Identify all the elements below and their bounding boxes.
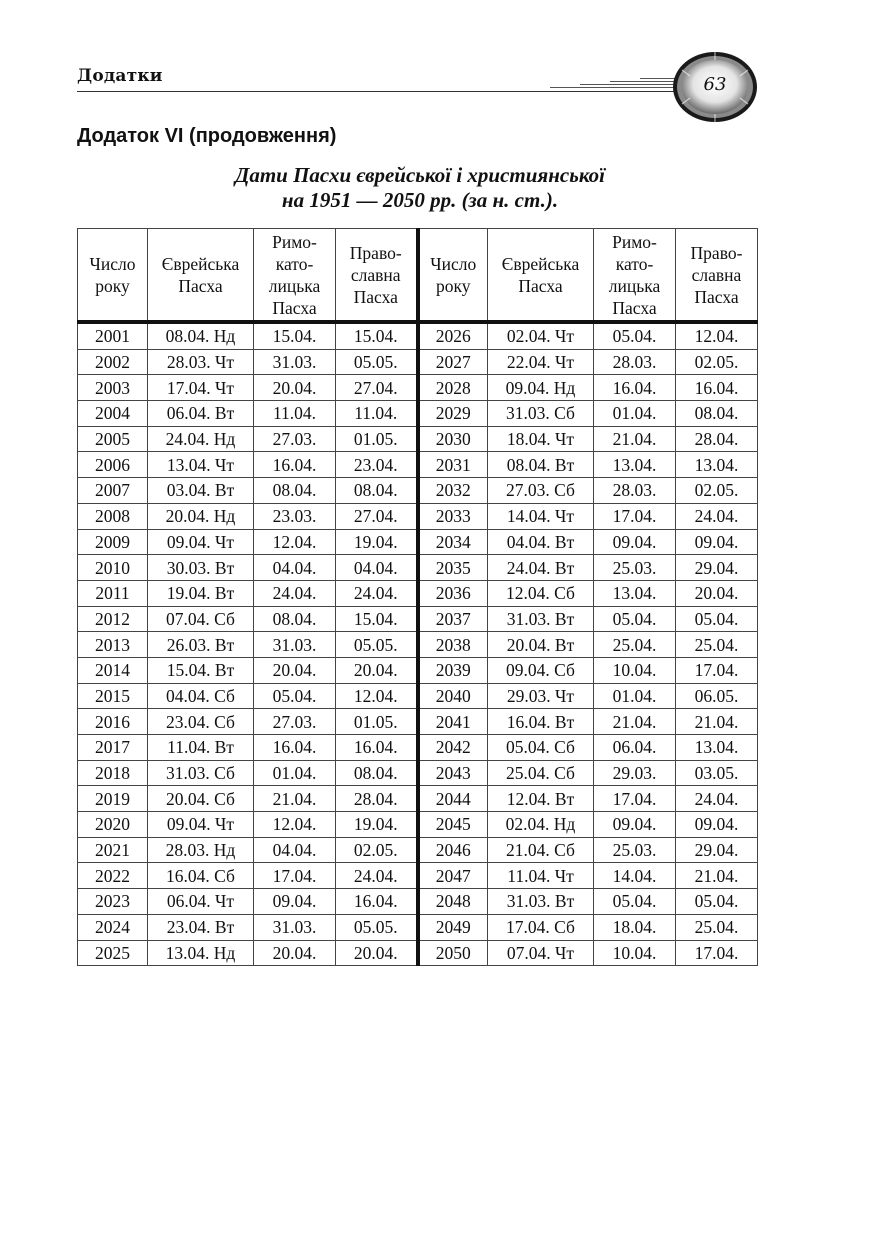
cell-right-orthodox: 06.05.: [676, 683, 758, 709]
cell-right-orthodox: 12.04.: [676, 322, 758, 349]
table-row: [78, 401, 758, 427]
table-row: [78, 375, 758, 401]
cell-right-catholic: 28.03.: [594, 478, 676, 504]
cell-left-jewish: 20.04. Нд: [148, 503, 254, 529]
cell-left-year: 2019: [78, 786, 148, 812]
cell-right-catholic: 05.04.: [594, 889, 676, 915]
cell-right-jewish: 09.04. Нд: [488, 375, 594, 401]
cell-right-orthodox: 25.04.: [676, 914, 758, 940]
cell-right-catholic: 14.04.: [594, 863, 676, 889]
cell-left-catholic: 20.04.: [254, 375, 336, 401]
cell-left-year: 2007: [78, 478, 148, 504]
table-header-row: [78, 229, 758, 323]
cell-right-catholic: 10.04.: [594, 657, 676, 683]
cell-right-year: 2050: [418, 940, 488, 966]
table-caption-line-1: Дати Пасхи єврейської і християнської: [234, 163, 606, 187]
cell-right-catholic: 21.04.: [594, 709, 676, 735]
cell-left-jewish: 08.04. Нд: [148, 322, 254, 349]
cell-left-jewish: 30.03. Вт: [148, 555, 254, 581]
cell-left-orthodox: 19.04.: [336, 529, 418, 555]
cell-right-year: 2032: [418, 478, 488, 504]
table-row: [78, 529, 758, 555]
cell-right-jewish: 25.04. Сб: [488, 760, 594, 786]
cell-left-orthodox: 05.05.: [336, 914, 418, 940]
cell-left-jewish: 28.03. Чт: [148, 349, 254, 375]
cell-right-orthodox: 05.04.: [676, 606, 758, 632]
cell-left-catholic: 08.04.: [254, 606, 336, 632]
cell-right-catholic: 17.04.: [594, 503, 676, 529]
cell-left-jewish: 07.04. Сб: [148, 606, 254, 632]
cell-left-year: 2005: [78, 426, 148, 452]
cell-right-orthodox: 16.04.: [676, 375, 758, 401]
cell-left-year: 2023: [78, 889, 148, 915]
cell-left-orthodox: 23.04.: [336, 452, 418, 478]
cell-left-orthodox: 01.05.: [336, 426, 418, 452]
header-orthodox: Право- славна Пасха: [336, 229, 418, 323]
table-row: [78, 786, 758, 812]
cell-left-catholic: 16.04.: [254, 735, 336, 761]
cell-left-year: 2001: [78, 322, 148, 349]
cell-right-year: 2040: [418, 683, 488, 709]
cell-right-year: 2035: [418, 555, 488, 581]
cell-right-year: 2043: [418, 760, 488, 786]
cell-left-jewish: 11.04. Вт: [148, 735, 254, 761]
cell-left-jewish: 06.04. Чт: [148, 889, 254, 915]
table-row: [78, 889, 758, 915]
cell-right-catholic: 25.03.: [594, 837, 676, 863]
table-row: [78, 709, 758, 735]
cell-right-jewish: 18.04. Чт: [488, 426, 594, 452]
cell-left-year: 2006: [78, 452, 148, 478]
cell-left-jewish: 16.04. Сб: [148, 863, 254, 889]
cell-right-catholic: 17.04.: [594, 786, 676, 812]
cell-right-jewish: 08.04. Вт: [488, 452, 594, 478]
cell-right-catholic: 10.04.: [594, 940, 676, 966]
cell-right-catholic: 25.03.: [594, 555, 676, 581]
cell-right-catholic: 18.04.: [594, 914, 676, 940]
cell-right-year: 2039: [418, 657, 488, 683]
appendix-title: Додаток VI (продовження): [77, 125, 337, 147]
cell-left-jewish: 19.04. Вт: [148, 580, 254, 606]
cell-right-jewish: 22.04. Чт: [488, 349, 594, 375]
cell-left-jewish: 20.04. Сб: [148, 786, 254, 812]
cell-right-jewish: 12.04. Сб: [488, 580, 594, 606]
header-jewish: Єврейська Пасха: [488, 229, 594, 323]
cell-left-year: 2015: [78, 683, 148, 709]
cell-left-orthodox: 15.04.: [336, 606, 418, 632]
table-row: [78, 863, 758, 889]
cell-left-jewish: 15.04. Вт: [148, 657, 254, 683]
cell-left-catholic: 20.04.: [254, 657, 336, 683]
cell-left-orthodox: 05.05.: [336, 349, 418, 375]
header-catholic: Римо- като- лицька Пасха: [254, 229, 336, 323]
cell-right-year: 2034: [418, 529, 488, 555]
cell-left-jewish: 28.03. Нд: [148, 837, 254, 863]
cell-left-orthodox: 16.04.: [336, 735, 418, 761]
cell-right-year: 2037: [418, 606, 488, 632]
cell-right-jewish: 02.04. Чт: [488, 322, 594, 349]
table-row: [78, 683, 758, 709]
cell-left-orthodox: 08.04.: [336, 760, 418, 786]
cell-right-year: 2027: [418, 349, 488, 375]
cell-left-jewish: 23.04. Сб: [148, 709, 254, 735]
cell-right-jewish: 20.04. Вт: [488, 632, 594, 658]
table-body: [78, 322, 758, 966]
cell-right-year: 2048: [418, 889, 488, 915]
cell-left-year: 2024: [78, 914, 148, 940]
table-row: [78, 426, 758, 452]
cell-right-year: 2026: [418, 322, 488, 349]
cell-right-orthodox: 21.04.: [676, 709, 758, 735]
cell-left-orthodox: 19.04.: [336, 812, 418, 838]
table-row: [78, 478, 758, 504]
cell-right-jewish: 24.04. Вт: [488, 555, 594, 581]
cell-right-orthodox: 17.04.: [676, 940, 758, 966]
cell-left-catholic: 24.04.: [254, 580, 336, 606]
cell-right-jewish: 31.03. Вт: [488, 606, 594, 632]
cell-left-catholic: 16.04.: [254, 452, 336, 478]
cell-left-catholic: 08.04.: [254, 478, 336, 504]
cell-right-jewish: 05.04. Сб: [488, 735, 594, 761]
cell-left-year: 2020: [78, 812, 148, 838]
cell-right-orthodox: 02.05.: [676, 349, 758, 375]
header-year: Число року: [418, 229, 488, 323]
cell-left-catholic: 05.04.: [254, 683, 336, 709]
cell-left-catholic: 04.04.: [254, 555, 336, 581]
cell-right-orthodox: 24.04.: [676, 786, 758, 812]
table-row: [78, 555, 758, 581]
cell-right-jewish: 31.03. Вт: [488, 889, 594, 915]
cell-left-jewish: 23.04. Вт: [148, 914, 254, 940]
cell-left-orthodox: 02.05.: [336, 837, 418, 863]
cell-left-orthodox: 15.04.: [336, 322, 418, 349]
table-row: [78, 452, 758, 478]
cell-left-orthodox: 27.04.: [336, 503, 418, 529]
cell-left-year: 2012: [78, 606, 148, 632]
cell-right-year: 2033: [418, 503, 488, 529]
cell-left-catholic: 17.04.: [254, 863, 336, 889]
cell-right-jewish: 17.04. Сб: [488, 914, 594, 940]
cell-right-catholic: 09.04.: [594, 812, 676, 838]
cell-left-orthodox: 08.04.: [336, 478, 418, 504]
cell-right-orthodox: 17.04.: [676, 657, 758, 683]
cell-left-jewish: 09.04. Чт: [148, 529, 254, 555]
cell-left-catholic: 04.04.: [254, 837, 336, 863]
table-row: [78, 580, 758, 606]
cell-left-catholic: 27.03.: [254, 709, 336, 735]
cell-right-catholic: 13.04.: [594, 580, 676, 606]
cell-left-year: 2009: [78, 529, 148, 555]
cell-left-jewish: 06.04. Вт: [148, 401, 254, 427]
cell-right-catholic: 09.04.: [594, 529, 676, 555]
cell-left-orthodox: 05.05.: [336, 632, 418, 658]
cell-left-catholic: 09.04.: [254, 889, 336, 915]
cell-right-orthodox: 03.05.: [676, 760, 758, 786]
cell-left-jewish: 13.04. Нд: [148, 940, 254, 966]
cell-left-jewish: 17.04. Чт: [148, 375, 254, 401]
cell-right-orthodox: 25.04.: [676, 632, 758, 658]
cell-left-orthodox: 04.04.: [336, 555, 418, 581]
cell-left-year: 2025: [78, 940, 148, 966]
cell-left-catholic: 21.04.: [254, 786, 336, 812]
cell-left-orthodox: 16.04.: [336, 889, 418, 915]
header-orthodox: Право- славна Пасха: [676, 229, 758, 323]
cell-right-orthodox: 29.04.: [676, 837, 758, 863]
header-jewish: Єврейська Пасха: [148, 229, 254, 323]
cell-left-jewish: 13.04. Чт: [148, 452, 254, 478]
cell-right-jewish: 31.03. Сб: [488, 401, 594, 427]
table-row: [78, 606, 758, 632]
cell-left-orthodox: 24.04.: [336, 863, 418, 889]
cell-right-orthodox: 02.05.: [676, 478, 758, 504]
cell-left-orthodox: 11.04.: [336, 401, 418, 427]
cell-left-jewish: 26.03. Вт: [148, 632, 254, 658]
cell-right-orthodox: 13.04.: [676, 452, 758, 478]
cell-left-year: 2010: [78, 555, 148, 581]
cell-right-jewish: 21.04. Сб: [488, 837, 594, 863]
cell-right-jewish: 29.03. Чт: [488, 683, 594, 709]
easter-dates-table: [77, 228, 758, 966]
cell-right-catholic: 29.03.: [594, 760, 676, 786]
cell-left-orthodox: 01.05.: [336, 709, 418, 735]
header-decoration-lines: [530, 76, 690, 96]
cell-left-year: 2003: [78, 375, 148, 401]
cell-right-orthodox: 20.04.: [676, 580, 758, 606]
cell-left-orthodox: 28.04.: [336, 786, 418, 812]
cell-left-catholic: 31.03.: [254, 632, 336, 658]
table-row: [78, 322, 758, 349]
cell-right-orthodox: 13.04.: [676, 735, 758, 761]
table-row: [78, 503, 758, 529]
cell-right-year: 2049: [418, 914, 488, 940]
cell-right-orthodox: 21.04.: [676, 863, 758, 889]
cell-left-jewish: 31.03. Сб: [148, 760, 254, 786]
cell-left-jewish: 04.04. Сб: [148, 683, 254, 709]
cell-left-orthodox: 20.04.: [336, 940, 418, 966]
cell-right-catholic: 16.04.: [594, 375, 676, 401]
cell-right-year: 2042: [418, 735, 488, 761]
table-row: [78, 812, 758, 838]
cell-right-year: 2028: [418, 375, 488, 401]
cell-left-year: 2011: [78, 580, 148, 606]
cell-right-jewish: 12.04. Вт: [488, 786, 594, 812]
cell-right-year: 2047: [418, 863, 488, 889]
cell-left-orthodox: 27.04.: [336, 375, 418, 401]
cell-right-year: 2029: [418, 401, 488, 427]
table-caption-line-2: на 1951 — 2050 рр. (за н. ст.).: [281, 188, 559, 212]
cell-right-catholic: 21.04.: [594, 426, 676, 452]
cell-right-catholic: 05.04.: [594, 606, 676, 632]
cell-left-jewish: 03.04. Вт: [148, 478, 254, 504]
cell-right-catholic: 06.04.: [594, 735, 676, 761]
cell-left-catholic: 31.03.: [254, 349, 336, 375]
cell-left-orthodox: 12.04.: [336, 683, 418, 709]
cell-right-year: 2046: [418, 837, 488, 863]
cell-right-jewish: 02.04. Нд: [488, 812, 594, 838]
cell-right-catholic: 01.04.: [594, 683, 676, 709]
cell-right-jewish: 07.04. Чт: [488, 940, 594, 966]
table-row: [78, 914, 758, 940]
cell-right-orthodox: 05.04.: [676, 889, 758, 915]
cell-right-orthodox: 29.04.: [676, 555, 758, 581]
cell-left-year: 2022: [78, 863, 148, 889]
table-row: [78, 760, 758, 786]
cell-right-orthodox: 08.04.: [676, 401, 758, 427]
cell-right-year: 2038: [418, 632, 488, 658]
cell-right-year: 2045: [418, 812, 488, 838]
cell-left-catholic: 15.04.: [254, 322, 336, 349]
cell-left-catholic: 11.04.: [254, 401, 336, 427]
cell-right-orthodox: 09.04.: [676, 812, 758, 838]
table-row: [78, 632, 758, 658]
cell-right-jewish: 16.04. Вт: [488, 709, 594, 735]
table-row: [78, 735, 758, 761]
cell-left-year: 2021: [78, 837, 148, 863]
cell-left-catholic: 12.04.: [254, 529, 336, 555]
cell-left-year: 2016: [78, 709, 148, 735]
table-row: [78, 657, 758, 683]
cell-right-jewish: 14.04. Чт: [488, 503, 594, 529]
cell-right-jewish: 27.03. Сб: [488, 478, 594, 504]
cell-right-catholic: 01.04.: [594, 401, 676, 427]
cell-left-jewish: 24.04. Нд: [148, 426, 254, 452]
cell-left-catholic: 27.03.: [254, 426, 336, 452]
cell-left-year: 2018: [78, 760, 148, 786]
cell-left-year: 2004: [78, 401, 148, 427]
cell-right-orthodox: 24.04.: [676, 503, 758, 529]
table-row: [78, 940, 758, 966]
cell-right-year: 2036: [418, 580, 488, 606]
cell-right-year: 2041: [418, 709, 488, 735]
cell-right-year: 2044: [418, 786, 488, 812]
cell-right-catholic: 28.03.: [594, 349, 676, 375]
cell-right-year: 2031: [418, 452, 488, 478]
cell-left-orthodox: 24.04.: [336, 580, 418, 606]
cell-right-jewish: 04.04. Вт: [488, 529, 594, 555]
cell-right-catholic: 05.04.: [594, 322, 676, 349]
cell-left-year: 2002: [78, 349, 148, 375]
cell-right-orthodox: 28.04.: [676, 426, 758, 452]
table-row: [78, 349, 758, 375]
cell-left-year: 2017: [78, 735, 148, 761]
cell-left-jewish: 09.04. Чт: [148, 812, 254, 838]
cell-left-catholic: 20.04.: [254, 940, 336, 966]
cell-right-year: 2030: [418, 426, 488, 452]
cell-left-catholic: 31.03.: [254, 914, 336, 940]
header-year: Число року: [78, 229, 148, 323]
cell-left-catholic: 12.04.: [254, 812, 336, 838]
cell-left-catholic: 23.03.: [254, 503, 336, 529]
cell-left-year: 2013: [78, 632, 148, 658]
cell-right-catholic: 25.04.: [594, 632, 676, 658]
cell-left-year: 2014: [78, 657, 148, 683]
cell-left-catholic: 01.04.: [254, 760, 336, 786]
cell-right-jewish: 11.04. Чт: [488, 863, 594, 889]
cell-left-orthodox: 20.04.: [336, 657, 418, 683]
cell-right-orthodox: 09.04.: [676, 529, 758, 555]
cell-right-catholic: 13.04.: [594, 452, 676, 478]
cell-right-jewish: 09.04. Сб: [488, 657, 594, 683]
page-number: 63: [703, 74, 727, 95]
table-row: [78, 837, 758, 863]
running-title: Додатки: [77, 66, 163, 86]
header-catholic: Римо- като- лицька Пасха: [594, 229, 676, 323]
cell-left-year: 2008: [78, 503, 148, 529]
